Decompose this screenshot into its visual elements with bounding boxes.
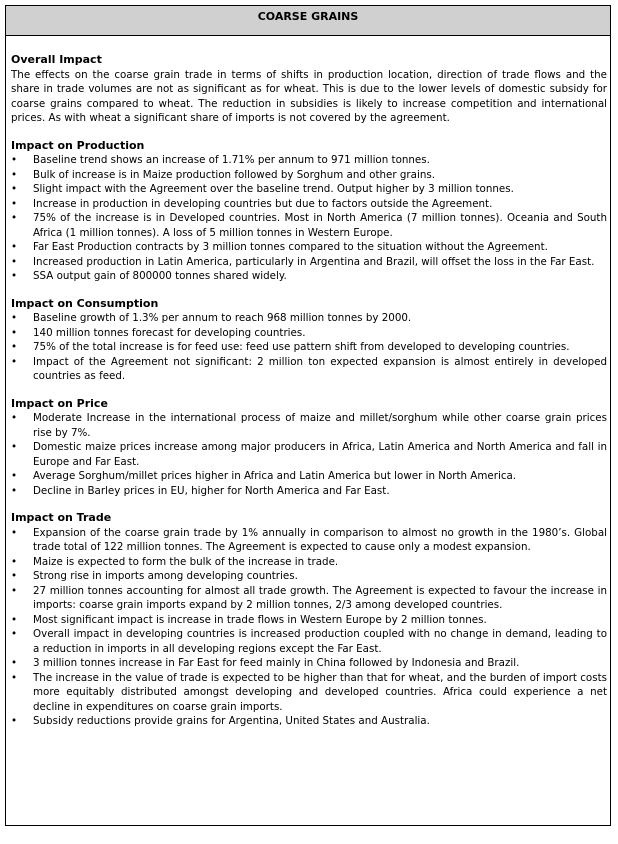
document-frame [5, 5, 611, 826]
list-item: • Far East Production contracts by 3 million tonnes compared to the situation without the Agreement. [11, 240, 607, 255]
overall-impact-text: The effects on the coarse grain trade in terms of shifts in production location, direction of trade flows and the share in trade volumes are not as significant as for wheat. This is due to the lower levels of domestic subsidy for coarse grains compared to wheat. The reduction in subsidies is likely to increase competition and international prices. As with wheat a significant share of imports is not covered by the agreement. [11, 68, 607, 124]
list-item: • Decline in Barley prices in EU, higher for North America and Far East. [11, 484, 607, 499]
section-trade [11, 511, 607, 729]
list-item: • Increased production in Latin America, particularly in Argentina and Brazil, will offset the loss in the Far East. [11, 255, 607, 270]
overall-impact-heading: Overall Impact [11, 53, 102, 66]
section-heading: Impact on Consumption [11, 296, 159, 310]
list-item: • Slight impact with the Agreement over the baseline trend. Output higher by 3 million tonnes. [11, 182, 607, 197]
list-item: • Moderate Increase in the international process of maize and millet/sorghum while other coarse grain prices rise by 7%. [11, 411, 607, 440]
list-item: • 27 million tonnes accounting for almost all trade growth. The Agreement is expected to favour the increase in imports: coarse grain imports expand by 2 million tonnes, 2/3 among developed countries. [11, 584, 607, 613]
list-item: • 75% of the increase is in Developed countries. Most in North America (7 million tonnes). Oceania and South Africa (1 million tonnes). A loss of 5 million tonnes in Western Europe. [11, 211, 607, 240]
list-item: • 75% of the total increase is for feed use: feed use pattern shift from developed to developing countries. [11, 340, 607, 355]
list-item: • Increase in production in developing countries but due to factors outside the Agreement. [11, 197, 607, 212]
page-title: COARSE GRAINS [6, 6, 610, 36]
list-item: • Strong rise in imports among developing countries. [11, 569, 607, 584]
list-item: • 140 million tonnes forecast for developing countries. [11, 326, 607, 341]
bullet-list [11, 311, 607, 384]
section-consumption [11, 297, 607, 384]
list-item: • SSA output gain of 800000 tonnes shared widely. [11, 269, 607, 284]
bullet-list [11, 411, 607, 498]
section-production [11, 139, 607, 284]
list-item: • Baseline growth of 1.3% per annum to reach 968 million tonnes by 2000. [11, 311, 607, 326]
list-item: • Overall impact in developing countries is increased production coupled with no change in demand, leading to a reduction in imports in all developing regions except the Far East. [11, 627, 607, 656]
list-item: • 3 million tonnes increase in Far East for feed mainly in China followed by Indonesia and Brazil. [11, 656, 607, 671]
section-heading: Impact on Trade [11, 511, 112, 524]
list-item: • Maize is expected to form the bulk of the increase in trade. [11, 555, 607, 570]
bullet-list [11, 153, 607, 284]
document-body [6, 36, 610, 729]
list-item: • Most significant impact is increase in trade flows in Western Europe by 2 million tonnes. [11, 613, 607, 628]
bullet-list [11, 526, 607, 729]
section-heading: Impact on Price [11, 396, 108, 410]
section-price [11, 397, 607, 499]
list-item: • Subsidy reductions provide grains for Argentina, United States and Australia. [11, 714, 607, 729]
list-item: • Average Sorghum/millet prices higher in Africa and Latin America but lower in North America. [11, 469, 607, 484]
list-item: • The increase in the value of trade is expected to be higher than that for wheat, and the burden of import costs more equitably distributed amongst developing and developed countries. Africa could experience a net decline in expenditures on coarse grain imports. [11, 671, 607, 715]
section-heading: Impact on Production [11, 138, 145, 152]
list-item: • Bulk of increase is in Maize production followed by Sorghum and other grains. [11, 168, 607, 183]
list-item: • Domestic maize prices increase among major producers in Africa, Latin America and North America and fall in Europe and Far East. [11, 440, 607, 469]
list-item: • Expansion of the coarse grain trade by 1% annually in comparison to almost no growth in the 1980’s. Global trade total of 122 million tonnes. The Agreement is expected to cause only a modest expansion. [11, 526, 607, 555]
list-item: • Impact of the Agreement not significant: 2 million ton expected expansion is almost entirely in developed countries as feed. [11, 355, 607, 384]
list-item: • Baseline trend shows an increase of 1.71% per annum to 971 million tonnes. [11, 153, 607, 168]
